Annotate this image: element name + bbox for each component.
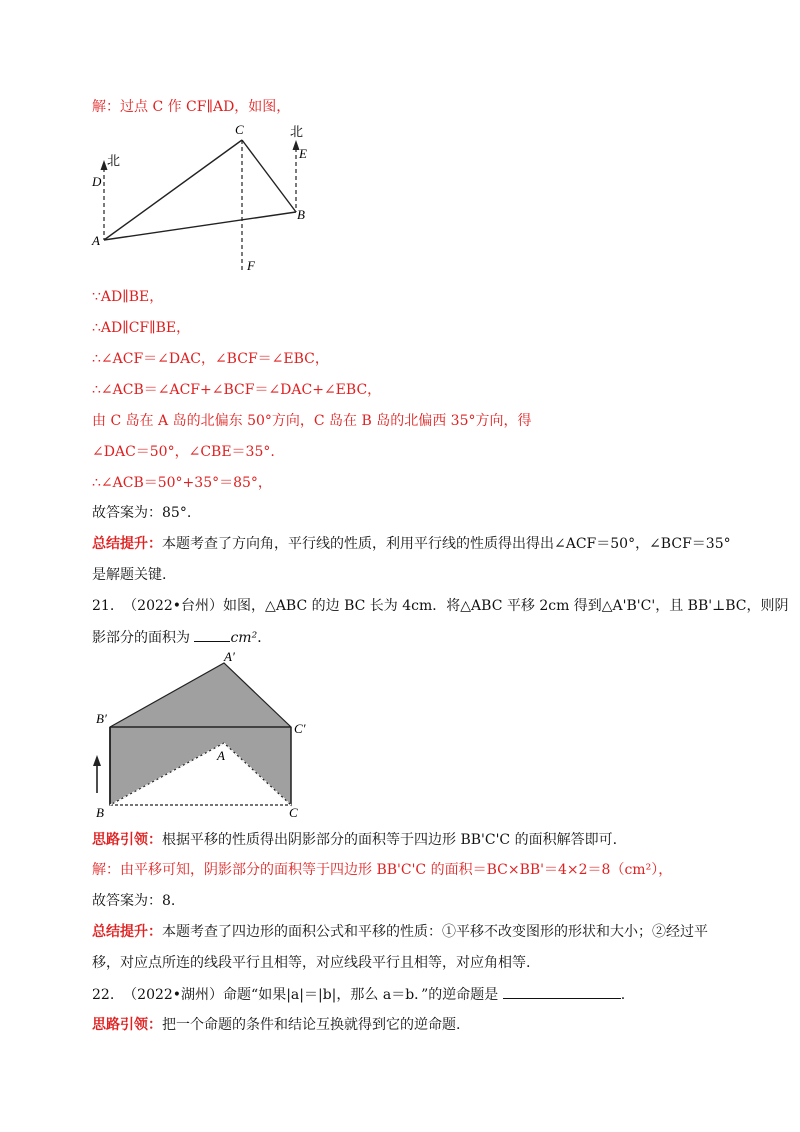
step-2: ∴AD∥CF∥BE， [92, 320, 191, 336]
question-text: （2022•台州）如图，△ABC 的边 BC 长为 4cm．将△ABC 平移 2cm 得到△A'B'C'，且 BB'⊥BC，则阴 [123, 598, 789, 614]
hint-21 [92, 830, 617, 850]
step-6: ∠DAC＝50°，∠CBE＝35°. [92, 444, 275, 460]
shaded-region [110, 663, 291, 805]
solution-21: 解：由平移可知，阴影部分的面积等于四边形 BB'C'C 的面积＝BC×BB'＝4×2＝8（cm²）， [92, 862, 673, 878]
label-c: C [289, 805, 298, 820]
summary-text: 本题考查了四边形的面积公式和平移的性质：①平移不改变图形的形状和大小；②经过平 [162, 924, 708, 940]
answer-21: 故答案为：8. [92, 893, 176, 909]
question-number: 21. [92, 598, 115, 614]
summary-21-cont: 移，对应点所连的线段平行且相等，对应线段平行且相等，对应角相等. [92, 955, 531, 971]
hint-label: 思路引领： [92, 1017, 162, 1033]
answer-line: 故答案为：85°. [92, 505, 192, 521]
question-22 [92, 984, 625, 1005]
summary-label: 总结提升： [92, 924, 162, 940]
summary-21 [92, 922, 708, 942]
step-1: ∵AD∥BE， [92, 289, 164, 305]
direction-angle-figure [84, 118, 334, 280]
summary-text: 本题考查了方向角，平行线的性质，利用平行线的性质得出得出∠ACF＝50°，∠BCF＝35° [162, 536, 731, 552]
translation-figure [84, 645, 334, 820]
question-21 [92, 596, 789, 616]
segment-ab [104, 212, 296, 240]
hint-text: 根据平移的性质得出阴影部分的面积等于四边形 BB'C'C 的面积解答即可. [162, 832, 618, 848]
question-end: . [620, 987, 626, 1003]
answer-blank [194, 627, 230, 642]
north-label-a: 北 [107, 153, 121, 168]
question-number: 22. [92, 987, 115, 1003]
label-c: C [235, 122, 244, 137]
label-d: D [92, 174, 102, 189]
question-text-2: 影部分的面积为 [92, 630, 190, 646]
step-3: ∴∠ACF＝∠DAC，∠BCF＝∠EBC， [92, 351, 329, 367]
step-4: ∴∠ACB＝∠ACF+∠BCF＝∠DAC+∠EBC， [92, 382, 382, 398]
hint-22 [92, 1015, 460, 1035]
translation-arrow-head [93, 755, 101, 766]
label-c-prime: C′ [294, 721, 306, 736]
label-a-prime: A′ [224, 649, 235, 664]
summary-q20-cont: 是解题关键. [92, 567, 167, 583]
hint-label: 思路引领： [92, 832, 162, 848]
solution-intro: 解：过点 C 作 CF∥AD，如图， [92, 99, 291, 115]
label-b-prime: B′ [96, 711, 107, 726]
question-end: ． [257, 630, 272, 646]
unit: cm² [230, 630, 258, 646]
label-e: E [299, 146, 307, 161]
summary-label: 总结提升： [92, 536, 162, 552]
step-7: ∴∠ACB＝50°+35°＝85°， [92, 475, 272, 491]
hint-text: 把一个命题的条件和结论互换就得到它的逆命题. [162, 1017, 461, 1033]
segment-cb [242, 140, 296, 212]
label-b: B [297, 207, 305, 222]
question-text: （2022•湖州）命题“如果|a|＝|b|，那么 a＝b．”的逆命题是 [123, 987, 499, 1003]
step-5: 由 C 岛在 A 岛的北偏东 50°方向，C 岛在 B 岛的北偏西 35°方向，得 [92, 413, 532, 429]
label-b: B [96, 805, 104, 820]
answer-blank [503, 984, 621, 999]
segment-ac [104, 140, 242, 240]
summary-q20 [92, 534, 731, 554]
label-a: A [217, 748, 225, 763]
label-a: A [92, 233, 100, 248]
north-label-b: 北 [290, 124, 304, 139]
label-f: F [247, 258, 255, 273]
